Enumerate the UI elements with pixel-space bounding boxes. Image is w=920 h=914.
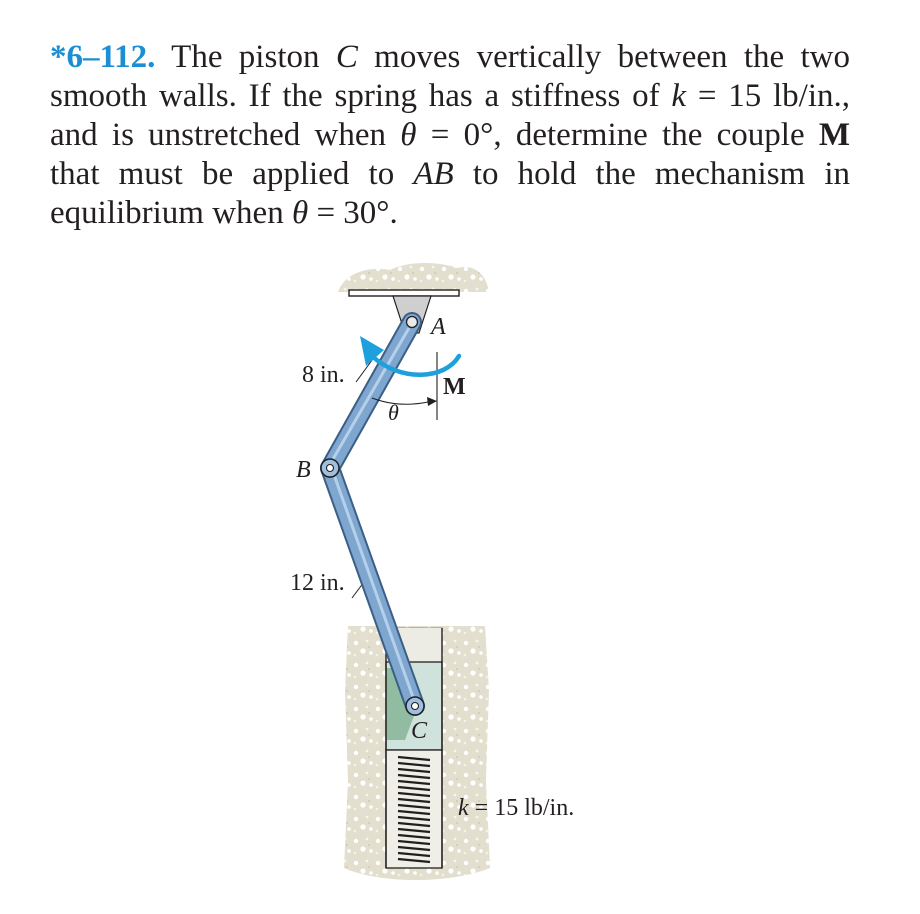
problem-line-2: smooth walls. If the spring has a stiffness of k = 15 lb/in., [50, 78, 850, 114]
pin-A [407, 317, 418, 328]
spring-label: k = 15 lb/in. [458, 795, 575, 821]
label-M: M [443, 374, 466, 400]
problem-line-3: and is unstretched when θ = 0°, determine the couple M [50, 117, 851, 153]
problem-line-4: that must be applied to AB to hold the mechanism in [50, 156, 851, 192]
ceiling-plate [349, 290, 459, 296]
label-theta: θ [388, 400, 399, 425]
dim-BC-label: 12 in. [290, 570, 345, 596]
spring-housing [386, 750, 442, 868]
label-B: B [296, 457, 311, 483]
label-C: C [411, 718, 428, 744]
problem-number: *6–112. [50, 39, 156, 75]
problem-line-5: equilibrium when θ = 30°. [50, 195, 398, 231]
problem-line-1: *6–112. The piston C moves vertically between the two [50, 39, 850, 75]
label-A: A [431, 314, 446, 340]
theta-arc [372, 398, 428, 404]
dim-AB-label: 8 in. [302, 362, 345, 388]
ceiling-ground [338, 263, 489, 292]
theta-arrowhead [427, 397, 437, 406]
